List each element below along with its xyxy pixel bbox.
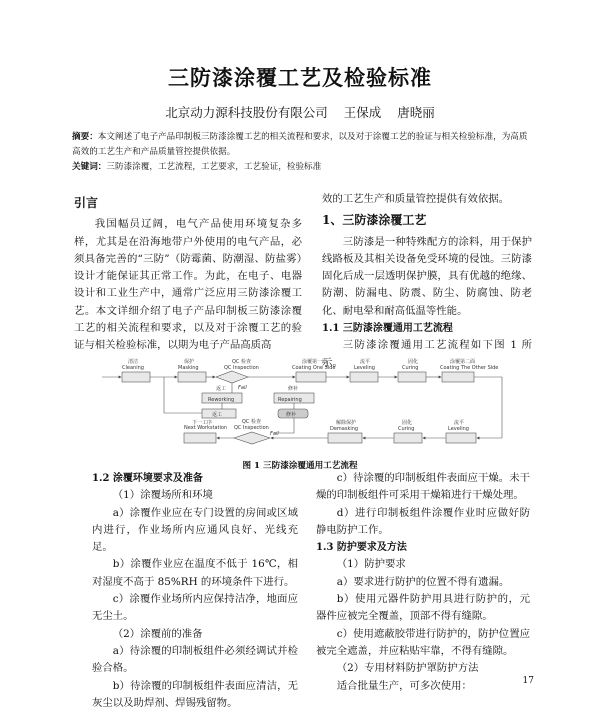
flow-step-label: 返工 xyxy=(212,412,223,418)
authors-line xyxy=(0,103,600,121)
paragraph: 三防漆是一种特殊配方的涂料，用于保护线路板及其相关设备免受环境的侵蚀。三防漆固化后成一层透明保护膜，具有优越的绝缘、防潮、防漏电、防震、防尘、防腐蚀、防老化、耐电晕和耐高低温等性能。 xyxy=(322,235,532,317)
author-name: 唐晓丽 xyxy=(397,105,435,120)
right-column-top xyxy=(322,191,532,372)
flow-box xyxy=(350,372,378,382)
process-flow-figure xyxy=(92,357,516,455)
paragraph: c）涂覆作业场所内应保持洁净，地面应无尘土。 xyxy=(92,593,298,623)
flow-step-label: 固化 xyxy=(402,420,413,426)
flow-step-label: 修补 xyxy=(288,386,299,392)
paragraph: b）待涂覆的印制板组件表面应清洁，无灰尘以及助焊剂、焊锡残留物。 xyxy=(92,679,298,709)
flow-box xyxy=(394,433,422,443)
flow-step-label-en: Masking xyxy=(178,365,199,371)
subsection-heading: 1.2 涂覆环境要求及准备 xyxy=(92,473,203,484)
paragraph: （2）涂覆前的准备 xyxy=(112,627,203,640)
flow-step-label: 保护 xyxy=(184,359,195,365)
flow-step-label: 解除保护 xyxy=(336,420,357,426)
flow-decision xyxy=(216,371,248,383)
flow-box xyxy=(398,372,426,382)
flow-step-label-en: Reworking xyxy=(208,397,235,403)
section-heading: 引言 xyxy=(74,196,99,210)
paragraph: a）要求进行防护的位置不得有遗漏。 xyxy=(336,575,510,588)
subsection-heading: 1.1 三防漆涂覆通用工艺流程 xyxy=(322,323,453,335)
flow-step-label: 流平 xyxy=(454,420,465,426)
paper-title: 三防漆涂覆工艺及检验标准 xyxy=(168,65,432,90)
author-name: 王保成 xyxy=(343,105,382,120)
flow-step-label: QC 检查 xyxy=(242,419,262,425)
flow-step-label: 下一工序 xyxy=(192,420,213,426)
paragraph: c）使用遮蔽胶带进行防护的，防护位置应被完全遮盖，并应粘贴牢靠，不得有缝隙。 xyxy=(316,627,530,657)
flow-step-label: 流平 xyxy=(360,359,371,365)
flow-step-label-en: Leveling xyxy=(354,365,375,371)
flow-step-label: 清洁 xyxy=(128,359,139,365)
paragraph: a）待涂覆的印制板组件必须经调试并检验合格。 xyxy=(92,644,298,675)
flow-step-label-en: QC Inspection xyxy=(224,365,259,371)
flow-step-label: 修补 xyxy=(286,412,297,418)
paragraph: b）涂覆作业应在温度不低于 16℃，相对湿度不高于 85%RH 的环境条件下进行。 xyxy=(92,558,298,588)
section-heading: 1、三防漆涂覆工艺 xyxy=(322,213,427,228)
flow-decision xyxy=(234,432,270,444)
flow-step-label-en: Curing xyxy=(402,365,419,371)
paragraph: a）涂覆作业应在专门设置的房间或区域内进行，作业场所内应通风良好、光线充足。 xyxy=(92,506,298,554)
flow-box xyxy=(184,433,216,443)
flow-box xyxy=(328,433,362,443)
flow-step-label-en: QC Inspection xyxy=(234,425,269,431)
flow-step-label: 固化 xyxy=(408,359,419,365)
fail-label: Fail xyxy=(238,385,247,391)
paragraph: c）待涂覆的印制板组件表面应干燥。未干燥的印制板组件可采用干燥箱进行干燥处理。 xyxy=(316,472,530,502)
figure-caption: 图 1 三防漆涂覆通用工艺流程 xyxy=(242,461,358,471)
flow-step-label-en: Cleaning xyxy=(122,365,144,371)
paragraph: （2）专用材料防护罩防护方法 xyxy=(336,662,479,675)
paragraph: b）使用元器件防护用具进行防护的，元器件应被完全覆盖，顶部不得有缝隙。 xyxy=(316,593,530,623)
paragraph: （1）涂覆场所和环境 xyxy=(112,489,213,502)
subsection-heading: 1.3 防护要求及方法 xyxy=(316,542,407,554)
right-column-bottom xyxy=(316,470,530,695)
flow-step-label: 涂覆第二面 xyxy=(450,359,476,365)
abstract-text: 本文阐述了电子产品印制板三防漆涂覆工艺的相关流程和要求，以及对于涂覆工艺的验证与相关检验标准，为高质高效的工艺生产和产品质量管控提供依据。 xyxy=(72,132,528,157)
affiliation: 北京动力源科技股份有限公司 xyxy=(165,105,328,120)
flow-box xyxy=(122,372,150,382)
flow-step-label-en: Demasking xyxy=(330,426,359,432)
flow-step-label-en: Coating One Side xyxy=(292,365,336,371)
flow-step-label: 返工 xyxy=(216,386,227,392)
keywords-label: 关键词： xyxy=(72,162,107,172)
flow-box xyxy=(442,372,474,382)
flow-step-label-en: Next Workstation xyxy=(184,425,228,431)
flow-step-label: QC 检查 xyxy=(232,359,252,365)
fail-label: Fail xyxy=(270,431,279,437)
page-number: 17 xyxy=(522,676,534,686)
flow-box xyxy=(446,433,476,443)
flow-box xyxy=(178,372,206,382)
paragraph: 效的工艺生产和质量管控提供有效依据。 xyxy=(322,193,510,205)
flow-step-label-en: Leveling xyxy=(448,426,469,432)
paragraph: （1）防护要求 xyxy=(336,558,406,571)
flow-step-label: 涂覆第一面 xyxy=(302,359,328,365)
abstract xyxy=(72,130,534,175)
flow-step-label-en: Coating The Other Side xyxy=(440,365,499,371)
left-column-bottom xyxy=(92,470,298,712)
paragraph: 三防漆涂覆通用工艺流程如下图 1 所示。 xyxy=(322,339,532,369)
flow-step-label-en: Curing xyxy=(398,426,415,432)
abstract-label: 摘要： xyxy=(72,132,98,142)
paragraph: 适合批量生产，可多次使用： xyxy=(336,679,472,692)
flow-step-label-en: Repairing xyxy=(278,397,302,403)
left-column-top xyxy=(74,191,302,355)
flow-box xyxy=(296,372,326,382)
paragraph: 我国幅员辽阔，电气产品使用环境复杂多样，尤其是在沿海地带户外使用的电气产品，必须具备完善的“三防”（防霉菌、防潮湿、防盐雾）设计才能保证其正常工作。为此，在电子、电器设计和工业生产中，通常广泛应用三防漆涂覆工艺。本文详细介绍了电子产品印制板三防漆涂覆工艺的相关流程和要求，以及对于涂覆工艺的验证与相关检验标准，以期为电子产品高质高 xyxy=(74,218,302,352)
keywords-text: 三防漆涂覆，工艺流程，工艺要求，工艺验证，检验标准 xyxy=(106,162,322,172)
paragraph: d）进行印制板组件涂覆作业时应做好防静电防护工作。 xyxy=(316,506,530,536)
